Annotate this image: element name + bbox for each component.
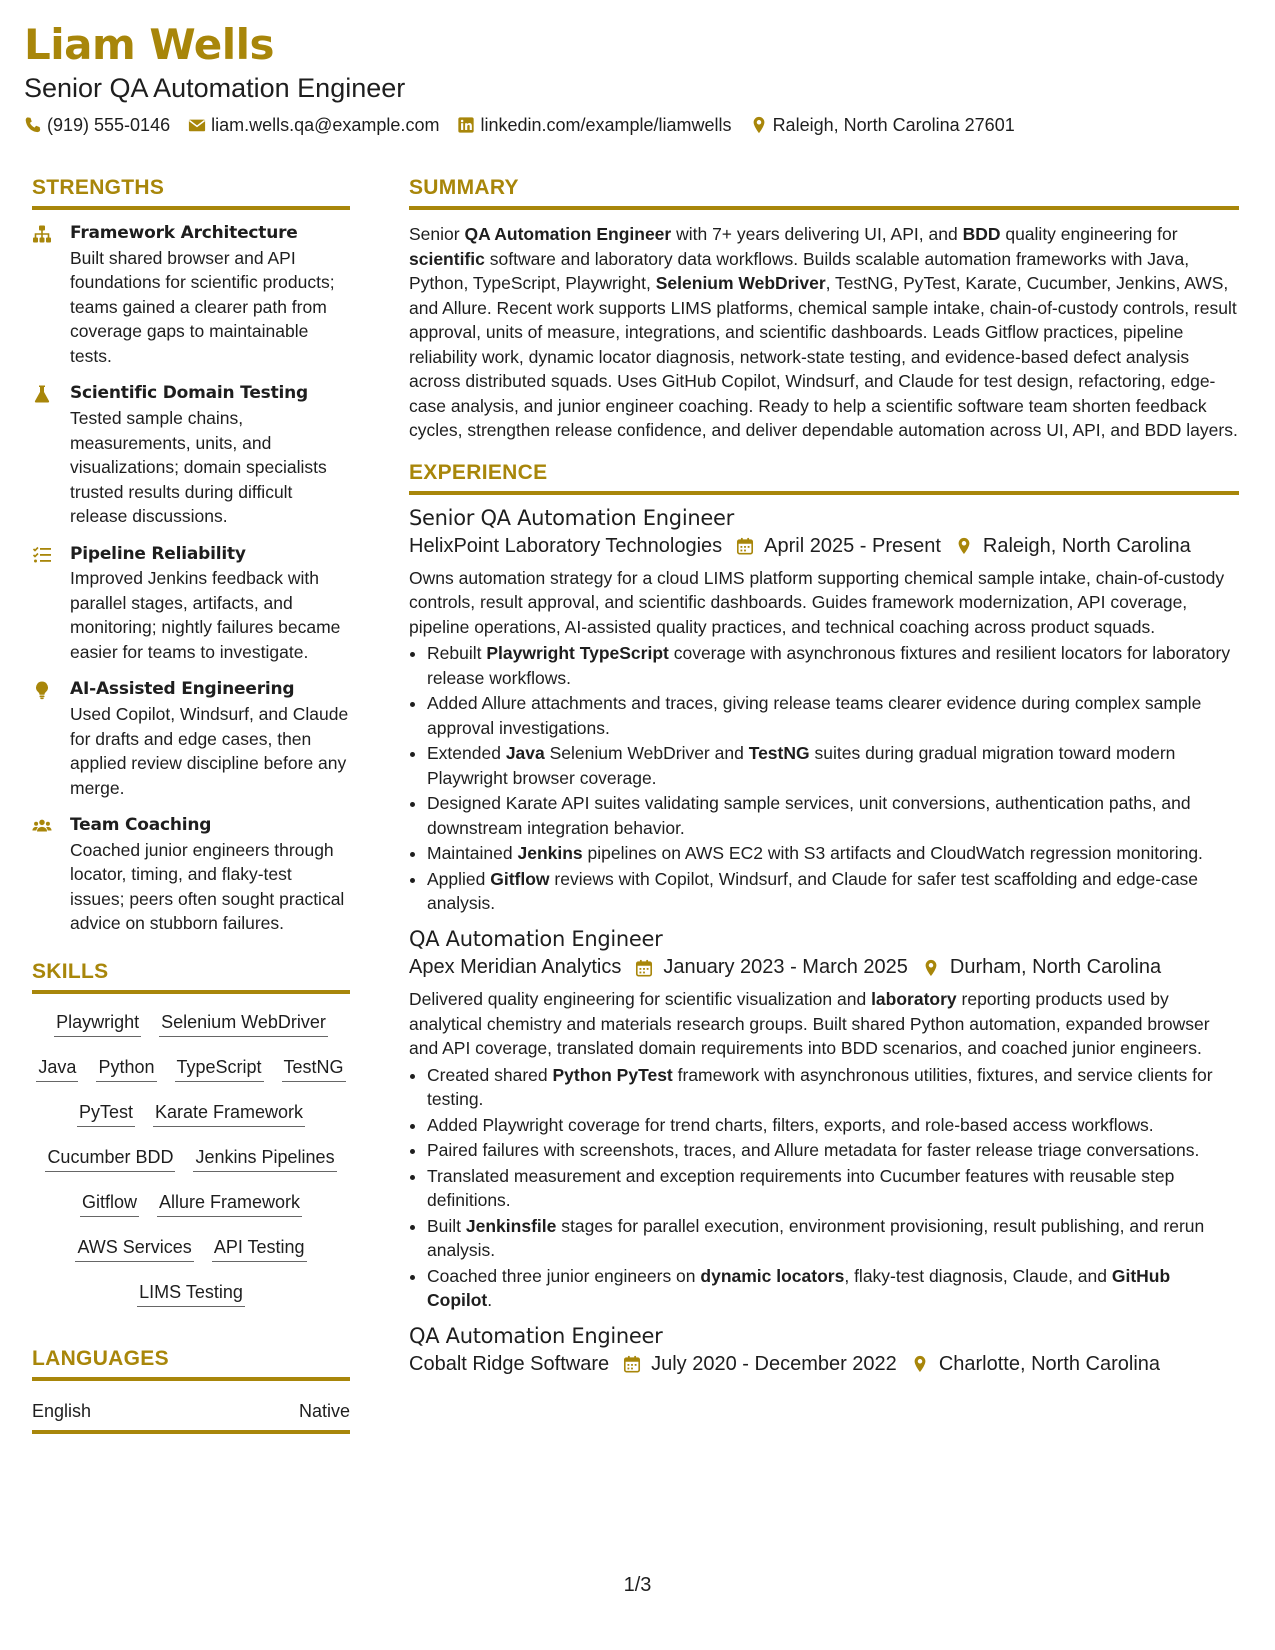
skill-tag: Allure Framework	[157, 1190, 302, 1217]
text-segment: suites during gradual migration toward modern Playwright browser coverage.	[427, 743, 1176, 788]
skill-tag: Selenium WebDriver	[159, 1010, 328, 1037]
summary-heading: SUMMARY	[409, 176, 1239, 210]
skill-tag: API Testing	[212, 1235, 307, 1262]
experience-heading: EXPERIENCE	[409, 461, 1239, 495]
language-name: English	[32, 1400, 92, 1421]
job-title: QA Automation Engineer	[409, 926, 663, 951]
text-segment: Designed Karate API suites validating sample services, unit conversions, authentication paths, and downstream integration behavior.	[427, 793, 1191, 838]
languages-list	[32, 1381, 350, 1434]
page-number: 1/3	[623, 1574, 652, 1596]
strength-body	[70, 222, 350, 368]
right-column	[409, 176, 1239, 1376]
job-dates: April 2025 - Present	[764, 534, 941, 557]
skills-list	[32, 994, 350, 1307]
skill-tag: Java	[36, 1055, 78, 1082]
strengths-list	[32, 222, 350, 936]
map-pin-icon	[955, 537, 973, 555]
text-segment: framework with asynchronous utilities, fixtures, and service clients for testing.	[427, 1064, 1213, 1110]
text-segment: quality engineering for	[1000, 224, 1178, 244]
text-segment: Added Allure attachments and traces, giving release teams clearer evidence during complex sample approval investigations.	[427, 693, 1202, 738]
bold-text: Jenkins	[517, 843, 583, 864]
bold-text: BDD	[962, 224, 1001, 244]
job-description	[409, 566, 1239, 640]
text-segment: reviews with Copilot, Windsurf, and Claude for safer test scaffolding and edge-case analysis.	[427, 868, 1199, 914]
skill-tag: TypeScript	[175, 1055, 264, 1082]
skill-tag: Karate Framework	[153, 1100, 305, 1127]
text-segment: Added Playwright coverage for trend charts, filters, exports, and role-based access workflows.	[427, 1114, 1154, 1135]
job-company: HelixPoint Laboratory Technologies	[409, 534, 723, 557]
users-icon	[32, 814, 54, 936]
job-title: Senior QA Automation Engineer	[409, 505, 734, 530]
lightbulb-icon	[32, 678, 54, 800]
strength-item	[32, 814, 350, 936]
bold-text: GitHub Copilot	[427, 1265, 1171, 1311]
strength-title: Framework Architecture	[70, 223, 298, 243]
text-segment: , flaky-test diagnosis, Claude, and	[844, 1265, 1112, 1286]
job-bullet	[427, 741, 1239, 790]
flask-icon	[32, 382, 54, 528]
strength-title: Pipeline Reliability	[70, 543, 246, 564]
job-title: QA Automation Engineer	[409, 1323, 663, 1348]
job-bullet	[427, 1264, 1239, 1313]
skill-tag: Python	[96, 1055, 156, 1082]
job-bullet	[427, 791, 1239, 840]
calendar-icon	[623, 1355, 641, 1373]
candidate-name: Liam Wells	[24, 20, 274, 69]
bold-text: Python PyTest	[552, 1064, 673, 1085]
text-segment: Applied	[427, 868, 491, 889]
contact-location	[750, 115, 1015, 136]
text-segment: Created shared	[427, 1064, 553, 1085]
text-segment: .	[487, 1290, 493, 1311]
strength-body	[70, 543, 350, 665]
job-bullet	[427, 1113, 1239, 1138]
job-bullet	[427, 1164, 1239, 1213]
map-pin-icon	[922, 959, 940, 977]
job-location: Charlotte, North Carolina	[938, 1352, 1161, 1375]
language-row	[32, 1381, 350, 1434]
strength-body	[70, 382, 350, 528]
language-level: Native	[298, 1400, 350, 1421]
bold-text: dynamic locators	[700, 1265, 845, 1286]
job-company: Cobalt Ridge Software	[409, 1352, 610, 1375]
text-segment: Senior	[409, 224, 465, 244]
strength-item	[32, 222, 350, 368]
job-company: Apex Meridian Analytics	[409, 956, 622, 979]
strength-title: AI-Assisted Engineering	[70, 679, 295, 700]
strength-title: Team Coaching	[70, 815, 212, 836]
strength-item	[32, 382, 350, 528]
contact-phone	[24, 115, 170, 136]
phone-text[interactable]: (919) 555-0146	[47, 114, 171, 135]
job-entry	[409, 926, 1239, 1313]
text-segment: coverage with asynchronous fixtures and resilient locators for laboratory release workflows.	[427, 643, 1231, 688]
job-bullet	[427, 1063, 1239, 1112]
strength-item	[32, 678, 350, 800]
text-segment: Maintained	[427, 843, 518, 864]
text-segment: Extended	[427, 743, 506, 764]
strength-body	[70, 814, 350, 936]
bold-text: Selenium WebDriver	[655, 273, 826, 293]
location-text: Raleigh, North Carolina 27601	[772, 114, 1015, 135]
job-dates: January 2023 - March 2025	[663, 956, 908, 979]
strength-desc: Used Copilot, Windsurf, and Claude for drafts and edge cases, then applied review discipline before any merge.	[70, 704, 349, 798]
job-bullet	[427, 867, 1239, 916]
left-column	[32, 176, 350, 1434]
text-segment: Coached three junior engineers on	[427, 1265, 701, 1286]
job-location: Durham, North Carolina	[949, 956, 1162, 979]
calendar-icon	[736, 537, 754, 555]
skill-tag: Jenkins Pipelines	[193, 1145, 336, 1172]
job-meta	[409, 1353, 1239, 1376]
strength-desc: Built shared browser and API foundations for scientific products; teams gained a clearer path from coverage gaps to maintainable tests.	[70, 247, 335, 366]
job-meta	[409, 535, 1239, 558]
job-entry	[409, 1323, 1239, 1376]
text-segment: Owns automation strategy for a cloud LIMS platform supporting chemical sample intake, chain-of-custody controls, result approval, and scientific dashboards. Guides framework modernization, API coverage, pipeline operations, AI-assisted quality practices, and technical coaching across product squads.	[409, 567, 1225, 637]
summary-text	[409, 222, 1239, 443]
job-bullet	[427, 1138, 1239, 1163]
job-bullets	[409, 1063, 1239, 1313]
strength-body	[70, 678, 350, 800]
languages-heading: LANGUAGES	[32, 1347, 350, 1381]
job-dates: July 2020 - December 2022	[651, 1352, 897, 1375]
skill-tag: Playwright	[54, 1010, 141, 1037]
strength-title: Scientific Domain Testing	[70, 383, 308, 404]
skill-tag: TestNG	[282, 1055, 346, 1082]
linkedin-link[interactable]: linkedin.com/example/liamwells	[480, 114, 732, 135]
bold-text: Playwright TypeScript	[486, 643, 669, 664]
strength-desc: Coached junior engineers through locator, timing, and flaky-test issues; peers often sought practical advice on stubborn failures.	[70, 839, 345, 934]
skill-tag: Gitflow	[80, 1190, 139, 1217]
text-segment: Rebuilt	[427, 643, 487, 664]
job-description	[409, 987, 1239, 1061]
bold-text: QA Automation Engineer	[464, 224, 672, 244]
text-segment: with 7+ years delivering UI, API, and	[671, 224, 963, 244]
text-segment: Selenium WebDriver and	[544, 743, 749, 764]
job-meta	[409, 956, 1239, 979]
text-segment: pipelines on AWS EC2 with S3 artifacts and CloudWatch regression monitoring.	[582, 843, 1203, 864]
bold-text: Java	[505, 743, 545, 764]
skill-tag: AWS Services	[75, 1235, 193, 1262]
bold-text: laboratory	[871, 989, 957, 1010]
job-bullets	[409, 641, 1239, 916]
text-segment: Delivered quality engineering for scientific visualization and	[409, 989, 872, 1010]
job-bullet	[427, 641, 1239, 690]
strength-item	[32, 543, 350, 665]
phone-icon	[24, 116, 42, 134]
sitemap-icon	[32, 222, 54, 368]
list-check-icon	[32, 543, 54, 665]
strength-desc: Improved Jenkins feedback with parallel stages, artifacts, and monitoring; nightly failures became easier for teams to investigate.	[70, 568, 341, 662]
bold-text: Gitflow	[490, 868, 550, 889]
candidate-title: Senior QA Automation Engineer	[24, 73, 406, 104]
text-segment: Paired failures with screenshots, traces, and Allure metadata for faster release triage conversations.	[427, 1140, 1200, 1161]
experience-list	[409, 505, 1239, 1376]
resume-header	[24, 22, 1251, 136]
skill-tag: Cucumber BDD	[45, 1145, 175, 1172]
map-pin-icon	[750, 116, 768, 134]
strengths-heading: STRENGTHS	[32, 176, 350, 210]
envelope-icon	[188, 116, 206, 134]
job-bullet	[427, 1214, 1239, 1263]
contact-linkedin	[457, 115, 731, 136]
calendar-icon	[635, 959, 653, 977]
skill-tag: PyTest	[77, 1100, 135, 1127]
bold-text: Jenkinsfile	[465, 1215, 557, 1236]
text-segment: reporting products used by analytical chemistry and materials research groups. Built shared Python automation, expanded browser and API coverage, translated domain requirements into BDD scenarios, and coached junior engineers.	[409, 989, 1210, 1059]
text-segment: , TestNG, PyTest, Karate, Cucumber, Jenkins, AWS, and Allure. Recent work supports LIMS platforms, chemical sample intake, chain-of-custody controls, result approval, units of measure, integrations, and scientific dashboards. Leads Gitflow practices, pipeline reliability work, dynamic locator diagnosis, network-state testing, and evidence-based defect analysis across distributed squads. Uses GitHub Copilot, Windsurf, and Claude for test design, refactoring, edge-case analysis, and junior engineer coaching. Ready to help a scientific software team shorten feedback cycles, strengthen release confidence, and deliver dependable automation across UI, API, and BDD layers.	[409, 273, 1238, 440]
bold-text: TestNG	[748, 743, 810, 764]
text-segment: software and laboratory data workflows. Builds scalable automation frameworks with Java, Python, TypeScript, Playwright,	[409, 248, 1190, 293]
job-location: Raleigh, North Carolina	[982, 534, 1191, 557]
text-segment: stages for parallel execution, environment provisioning, result publishing, and rerun analysis.	[427, 1215, 1205, 1261]
text-segment: Translated measurement and exception requirements into Cucumber features with reusable step definitions.	[427, 1165, 1175, 1211]
email-link[interactable]: liam.wells.qa@example.com	[211, 114, 440, 135]
bold-text: scientific	[409, 248, 485, 269]
map-pin-icon	[911, 1355, 929, 1373]
contact-bar	[24, 115, 1251, 136]
linkedin-icon	[457, 116, 475, 134]
job-entry	[409, 505, 1239, 916]
skill-tag: LIMS Testing	[137, 1280, 245, 1307]
strength-desc: Tested sample chains, measurements, units, and visualizations; domain specialists trusted results during difficult release discussions.	[70, 408, 327, 527]
job-bullet	[427, 691, 1239, 740]
job-bullet	[427, 841, 1239, 866]
text-segment: Built	[427, 1215, 466, 1236]
contact-email	[188, 115, 439, 136]
skills-heading: SKILLS	[32, 960, 350, 994]
